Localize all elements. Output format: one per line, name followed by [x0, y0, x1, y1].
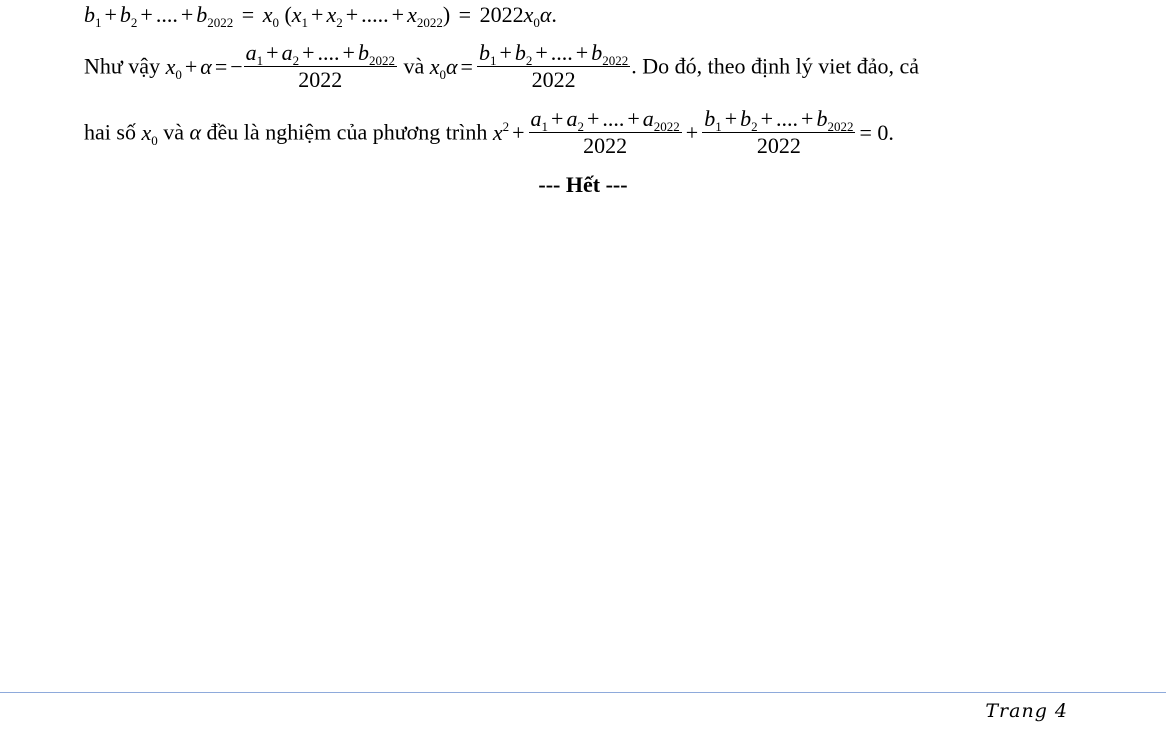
- fraction-denominator: 2022: [756, 133, 801, 158]
- text-line-3: [84, 108, 897, 161]
- fraction-denominator: 2022: [531, 67, 576, 92]
- fraction-b-sum: [477, 40, 630, 93]
- fraction-numerator: $b_1 + b_2$ + .... + $b_{2022}$: [478, 40, 629, 68]
- fraction-numerator: $a_1 + a_2$ + .... + $a_{2022}$: [530, 106, 680, 134]
- product-expression: $x_0\alpha$ = $\frac{b_1 + b_2 + .... + b_{2022}}{2022}$: [429, 40, 629, 92]
- page-number: Trang 4: [985, 700, 1068, 722]
- line3-and: và: [163, 119, 184, 145]
- footer-divider: [0, 692, 1166, 693]
- formula-result: $2022x_0\alpha$.: [479, 2, 557, 30]
- line2-lead: Như vậy: [84, 53, 161, 79]
- fraction-a-sum: [244, 40, 397, 93]
- fraction-denominator: 2022: [298, 67, 343, 92]
- formula-b-sum: $b_1 + b_2$ + .... + $b_{2022}$: [84, 2, 234, 30]
- text-line-2: [84, 42, 919, 95]
- line2-and: và: [403, 53, 425, 79]
- line3-lead: hai số: [84, 119, 136, 145]
- formula-x-sum: ($x_1 + x_2$ + ..... + $x_{2022}$): [284, 2, 451, 30]
- fraction-b-sum: [702, 106, 855, 159]
- quadratic-equation: $x^2$ + $\frac{a_1 + a_2 + .... + a_{2022}}{2022}$ + $\frac{b_1 + b_2 + .... + b_{2022}}{2022}$ = 0.: [493, 120, 897, 145]
- line2-tail: . Do đó, theo định lý viet đảo, cả: [631, 53, 919, 79]
- fraction-denominator: 2022: [583, 133, 628, 158]
- var-x0: $x_0$: [141, 119, 158, 148]
- fraction-a-sum: [529, 106, 682, 159]
- var-alpha: α: [189, 119, 202, 145]
- sum-expression: $x_0 + \alpha$ = − $\frac{a_1 + a_2 + .... + b_{2022}}{2022}$: [165, 40, 395, 92]
- formula-x0-product: $x_0$: [262, 2, 279, 30]
- line3-middle: đều là nghiệm của phương trình: [206, 119, 488, 145]
- equation-tail: = 0.: [859, 119, 894, 145]
- fraction-numerator: $a_1 + a_2$ + .... + $b_{2022}$: [245, 40, 395, 68]
- fraction-numerator: $b_1 + b_2$ + .... + $b_{2022}$: [704, 106, 854, 134]
- end-marker: --- Hết ---: [538, 172, 628, 197]
- formula-line-1: $b_1 + b_2$ + .... + $b_{2022} = x_0$ ($x_1 + x_2$ + ..... + $x_{2022}) = 2022x_0\alpha$.: [84, 2, 557, 30]
